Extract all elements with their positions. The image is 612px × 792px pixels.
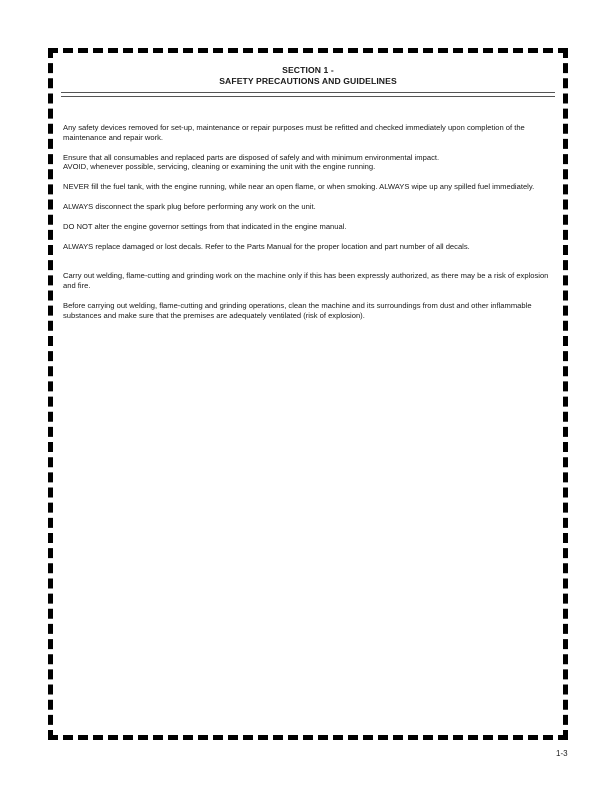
- paragraph-consumables: Ensure that all consumables and replaced parts are disposed of safely and with minimum environmental impact.: [63, 152, 440, 162]
- paragraph-welding-authorization: Carry out welding, flame-cutting and grinding work on the machine only if this has been expressly authorized, as there may be a risk of explosion and fire.: [63, 271, 549, 291]
- heading-rule-bottom: [61, 96, 555, 97]
- section-subtitle: SAFETY PRECAUTIONS AND GUIDELINES: [219, 76, 397, 86]
- section-title: SECTION 1 -: [282, 65, 334, 75]
- paragraph-spark-plug: ALWAYS disconnect the spark plug before performing any work on the unit.: [63, 201, 316, 211]
- paragraph-governor: DO NOT alter the engine governor settings from that indicated in the engine manual.: [63, 221, 347, 231]
- paragraph-fuel-tank: NEVER fill the fuel tank, with the engine running, while near an open flame, or when smoking. ALWAYS wipe up any spilled fuel immediately.: [63, 182, 535, 192]
- section-heading: [53, 65, 563, 87]
- page-number: 1-3: [556, 749, 568, 758]
- paragraph-safety-devices: Any safety devices removed for set-up, maintenance or repair purposes must be refitted and checked immediately upon completion of the maintenance and repair work.: [63, 123, 525, 142]
- paragraph-decals: ALWAYS replace damaged or lost decals. Refer to the Parts Manual for the proper location and part number of all decals.: [63, 241, 470, 251]
- heading-rule-top: [61, 92, 555, 93]
- paragraph-avoid-servicing: AVOID, whenever possible, servicing, cleaning or examining the unit with the engine running.: [63, 162, 376, 172]
- dashed-page-border: [48, 48, 568, 740]
- section-body: [63, 123, 553, 321]
- paragraph-welding-preparation: Before carrying out welding, flame-cutting and grinding operations, clean the machine and its surroundings from dust and other inflammable substances and make sure that the premises are adequately ventilated (risk of explosion).: [63, 300, 532, 320]
